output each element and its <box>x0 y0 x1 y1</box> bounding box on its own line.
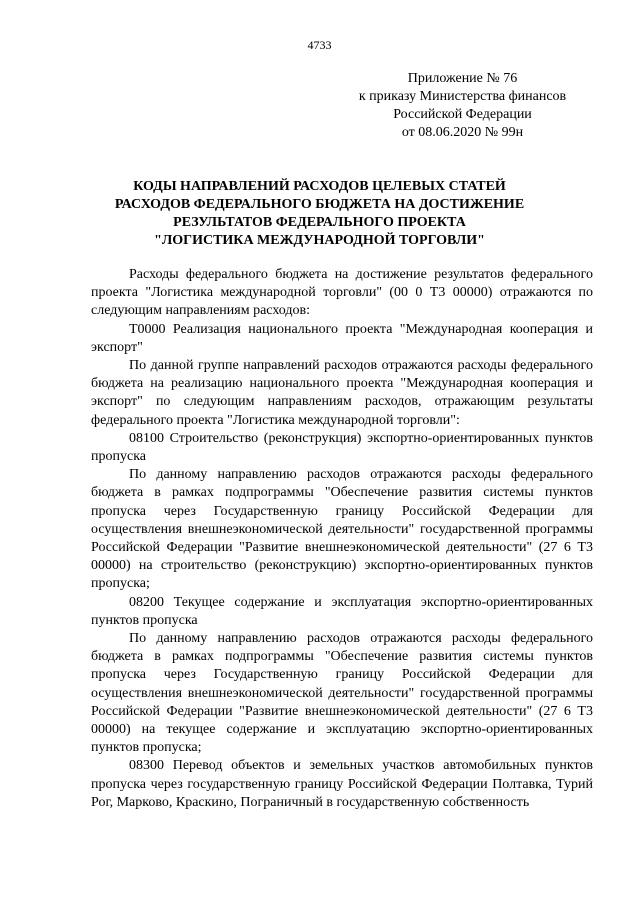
document-body <box>91 266 593 812</box>
appendix-line-3: Российской Федерации <box>393 107 532 122</box>
paragraph: Т0000 Реализация национального проекта "Международная кооперация и экспорт" <box>91 321 593 355</box>
paragraph: По данной группе направлений расходов отражаются расходы федерального бюджета на реализацию национального проекта "Международная кооперация и экспорт" по следующим направлениям расходов, отражающим результаты федерального проекта "Логистика международной торговли": <box>91 358 593 428</box>
appendix-line-2: к приказу Министерства финансов <box>358 89 567 104</box>
paragraph: По данному направлению расходов отражаются расходы федерального бюджета в рамках подпрограммы "Обеспечение развития системы пунктов пропуска через Государственную границу Российской Федерации для осуществления внешнеэкономической деятельности" государственной программы Российской Федерации "Развитие внешнеэкономической деятельности" (27 6 Т3 00000) на текущее содержание и эксплуатацию экспортно-ориентированных пунктов пропуска; <box>91 631 593 756</box>
title-line-2: РАСХОДОВ ФЕДЕРАЛЬНОГО БЮДЖЕТА НА ДОСТИЖЕНИЕ <box>114 197 525 212</box>
appendix-line-4: от 08.06.2020 № 99н <box>401 125 524 140</box>
page-number: 4733 <box>307 38 332 52</box>
title-line-3: РЕЗУЛЬТАТОВ ФЕДЕРАЛЬНОГО ПРОЕКТА <box>173 215 466 230</box>
appendix-header <box>340 70 585 142</box>
title-line-1: КОДЫ НАПРАВЛЕНИЙ РАСХОДОВ ЦЕЛЕВЫХ СТАТЕЙ <box>133 179 506 194</box>
paragraph: 08200 Текущее содержание и эксплуатация экспортно-ориентированных пунктов пропуска <box>91 594 593 628</box>
paragraph: По данному направлению расходов отражаются расходы федерального бюджета в рамках подпрограммы "Обеспечение развития системы пунктов пропуска через Государственную границу Российской Федерации для осуществления внешнеэкономической деятельности" государственной программы Российской Федерации "Развитие внешнеэкономической деятельности" (27 6 Т3 00000) на строительство (реконструкцию) экспортно-ориентированных пунктов пропуска; <box>91 467 593 592</box>
appendix-line-1: Приложение № 76 <box>407 71 518 86</box>
paragraph: Расходы федерального бюджета на достижение результатов федерального проекта "Логистика международной торговли" (00 0 Т3 00000) отражаются по следующим направлениям расходов: <box>91 267 593 319</box>
title-line-4: "ЛОГИСТИКА МЕЖДУНАРОДНОЙ ТОРГОВЛИ" <box>154 233 485 248</box>
paragraph: 08100 Строительство (реконструкция) экспортно-ориентированных пунктов пропуска <box>91 430 593 465</box>
document-title <box>60 178 579 250</box>
paragraph: 08300 Перевод объектов и земельных участков автомобильных пунктов пропуска через государственную границу Российской Федерации Полтавка, Турий Рог, Марково, Краскино, Пограничный в государственную собственность <box>91 758 593 810</box>
